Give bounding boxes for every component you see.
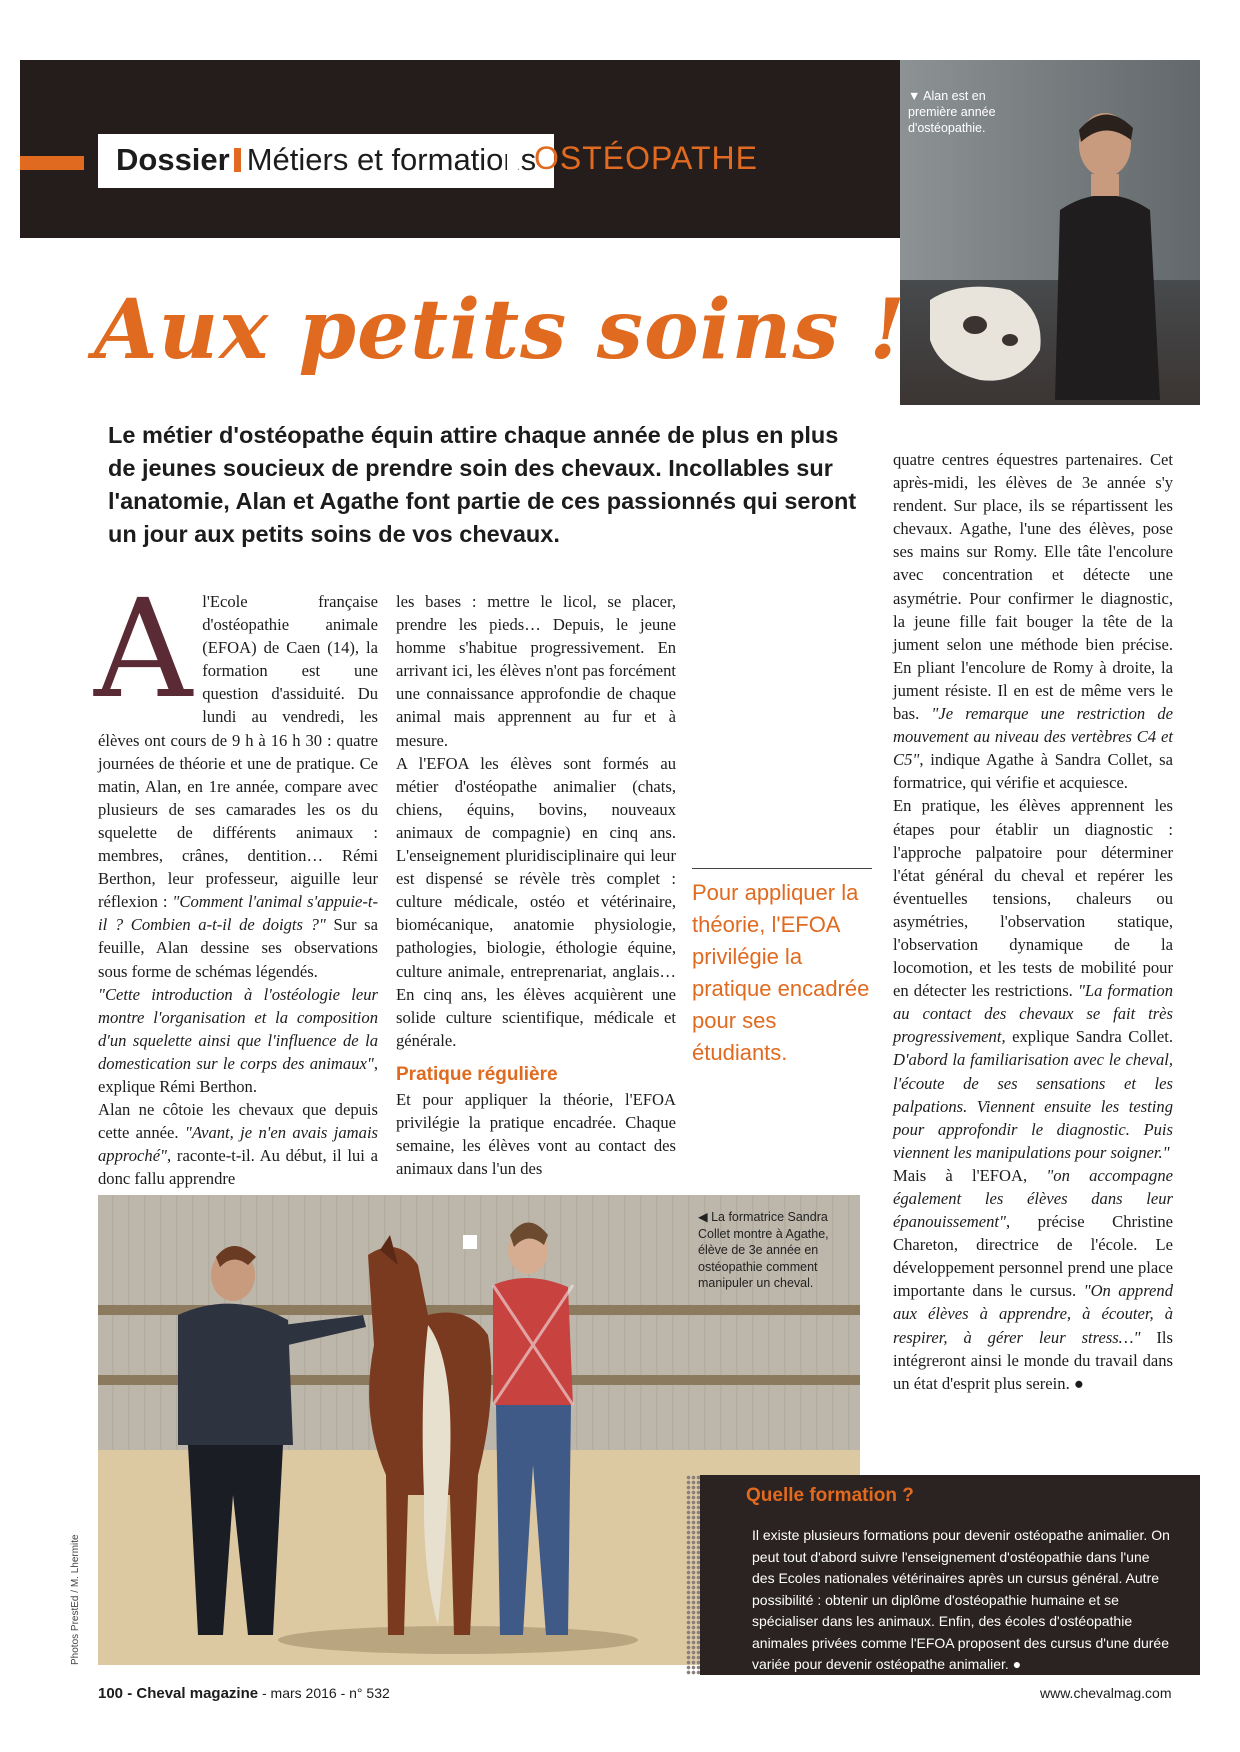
quote-run: "Je remarque une restriction de mouvement au niveau des vertèbres C4 et C5" <box>893 704 1173 770</box>
topic-label: OSTÉOPATHE <box>534 140 758 176</box>
paragraph <box>893 1164 1173 1395</box>
student-figure <box>1035 100 1165 400</box>
page-number: 100 <box>98 1685 124 1702</box>
paragraph <box>98 1098 378 1190</box>
quote-run: "La formation au contact des chevaux se fait très progressivement, <box>893 981 1174 1047</box>
kicker-chevron <box>507 134 523 188</box>
text-run: explique Sandra Collet. <box>1005 1027 1173 1047</box>
text-run: , explique Rémi Berthon. <box>98 1053 378 1096</box>
article-column-2 <box>396 590 676 1180</box>
text-run: Sur sa feuille, Alan dessine ses observations sous forme de schémas légendés. <box>98 915 378 981</box>
paragraph <box>893 448 1173 794</box>
magazine-name: Cheval magazine <box>136 1685 259 1702</box>
quote-run: "Comment l'animal s'appuie-t-il ? Combien a-t-il de doigts ?" <box>98 892 378 935</box>
text-run: , indique Agathe à Sandra Collet, sa formatrice, qui vérifie et acquiesce. <box>893 750 1173 793</box>
banner-accent-bar <box>20 156 84 170</box>
pull-quote: Pour appliquer la théorie, l'EFOA privilégie la pratique encadrée pour ses étudiants. <box>692 868 872 1069</box>
section-kicker <box>98 134 554 188</box>
text-run: , précise Christine Chareton, directrice de l'école. Le développement personnel prend une place importante dans le cursus. <box>893 1212 1173 1301</box>
text-run: , raconte-t-il. Au début, il lui a donc fallu apprendre <box>98 1146 378 1189</box>
paragraph <box>98 983 378 1098</box>
quote-run: "Avant, je n'en avais jamais approché" <box>98 1123 379 1166</box>
drop-cap: A <box>94 571 193 729</box>
article-column-1 <box>94 571 379 1190</box>
photo-caption-top: ▼ Alan est en première année d'ostéopathie. <box>908 89 996 135</box>
photo-credit: Photos PrestEd / M. Lhermite <box>70 1534 81 1665</box>
article-lead: Le métier d'ostéopathe équin attire chaque année de plus en plus de jeunes soucieux de prendre soin des chevaux. Incollables sur l'anatomie, Alan et Agathe font partie de ces passionnés qui seront un jour aux petits soins de vos chevaux. <box>108 422 857 547</box>
text-run: l'Ecole française d'ostéopathie animale (EFOA) de Caen (14), la formation est une question d'assiduité. Du lundi au vendredi, les élèves ont cours de 9 h à 16 h 30 : quatre journées de théorie et une de pratique. Ce matin, Alan, en 1re année, compare avec plusieurs de ses camarades les os du squelette de différents animaux : membres, crânes, dentition… Rémi Berthon, leur professeur, aiguille leur réflexion : <box>98 592 378 912</box>
section-label: Dossier <box>116 142 230 177</box>
paragraph: les bases : mettre le licol, se placer, prendre les pieds… Depuis, le jeune homme s'habitue progressivement. En arrivant ici, les élèves n'ont pas forcément une connaissance approfondie de chaque animal mais apprennent au fur et à mesure. <box>396 592 676 750</box>
box-dot-pattern <box>686 1475 700 1675</box>
box-text: Il existe plusieurs formations pour devenir ostéopathe animalier. On peut tout d'abord suivre l'enseignement d'ostéopathie dans l'une des Ecoles nationales vétérinaires après un cursus général. Autre possibilité : obtenir un diplôme d'ostéopathie humaine et se spécialiser dans les animaux. Enfin, des écoles d'ostéopathie animales privées comme l'EFOA proposent des cursus d'une durée variée pour devenir ostéopathe animalier. ● <box>752 1527 1170 1672</box>
footer-website: www.chevalmag.com <box>1040 1685 1172 1701</box>
quote-run: "Cette introduction à l'ostéologie leur montre l'organisation et la composition d'un squelette ainsi que l'influence de la domestication sur le corps des animaux" <box>98 984 378 1073</box>
photo-caption-bottom: ◀ La formatrice Sandra Collet montre à Agathe, élève de 3e année en ostéopathie comment manipuler un cheval. <box>698 1210 829 1290</box>
article-column-3 <box>893 448 1173 1395</box>
kicker-separator <box>234 148 241 172</box>
text-run: Alan ne côtoie les chevaux que depuis cette année. <box>98 1100 378 1143</box>
box-title: Quelle formation ? <box>746 1485 914 1506</box>
quote-run: "On apprend aux élèves à apprendre, à écouter, à respirer, à gérer leur stress…" <box>893 1281 1173 1347</box>
photo-alan <box>900 60 1200 405</box>
header-banner <box>20 60 900 238</box>
quote-run: "on accompagne également les élèves dans leur épanouissement" <box>893 1165 1173 1232</box>
issue-info: mars 2016 - n° 532 <box>270 1685 390 1701</box>
text-run: En pratique, les élèves apprennent les étapes pour établir un diagnostic : l'approche palpatoire pour déterminer l'état général du cheval et repérer les éventuelles tensions, chaleurs ou asymétries, l'observation statique, l'observation dynamique de la locomotion, et les tests de mobilité pour en détecter les restrictions. <box>893 796 1173 1001</box>
sidebar-box <box>700 1475 1200 1675</box>
article-headline: Aux petits soins ! <box>94 282 907 378</box>
subheading: Pratique régulière <box>396 1063 558 1085</box>
paragraph <box>893 794 1173 1164</box>
text-run: quatre centres équestres partenaires. Cet après-midi, les élèves de 3e année s'y rendent. Sur place, ils se répartissent les chevaux. Agathe, l'une des élèves, pose ses mains sur Romy. Elle tâte l'encolure avec concentration et détecte une asymétrie. Pour confirmer le diagnostic, la jeune fille fait bouger la tête de la jument selon une méthode bien précise. En pliant l'encolure de Romy à droite, la jument résiste. Il en est de même vers le bas. <box>893 450 1173 724</box>
horse-skull <box>920 270 1050 390</box>
text-run: Ils intégreront ainsi le monde du travail dans un état d'esprit plus serein. ● <box>893 1327 1173 1393</box>
quote-run: D'abord la familiarisation avec le cheval, l'écoute de ses sensations et les palpations. Viennent ensuite les testing pour approfondir le diagnostic. Puis viennent les manipulations pour soigner." <box>893 1050 1173 1162</box>
text-run: Mais à l'EFOA, <box>893 1165 1047 1185</box>
footer-folio: 100 - Cheval magazine - mars 2016 - n° 532 <box>98 1685 390 1702</box>
paragraph: A l'EFOA les élèves sont formés au métier d'ostéopathe animalier (chats, chiens, équins, bovins, nouveaux animaux de compagnie) en cinq ans. L'enseignement pluridisciplinaire qui leur est dispensé se révèle très complet : culture médicale, ostéo et vétérinaire, biomécanique, anatomie physiologie, pathologies, biologie, éthologie équine, culture animale, entreprenariat, anglais… En cinq ans, les élèves acquièrent une solide culture scientifique, médicale et générale. <box>396 753 676 1050</box>
series-label: Métiers et formations <box>246 142 537 177</box>
paragraph: Et pour appliquer la théorie, l'EFOA privilégie la pratique encadrée. Chaque semaine, les élèves vont au contact des animaux dans l'un des <box>396 1089 676 1179</box>
